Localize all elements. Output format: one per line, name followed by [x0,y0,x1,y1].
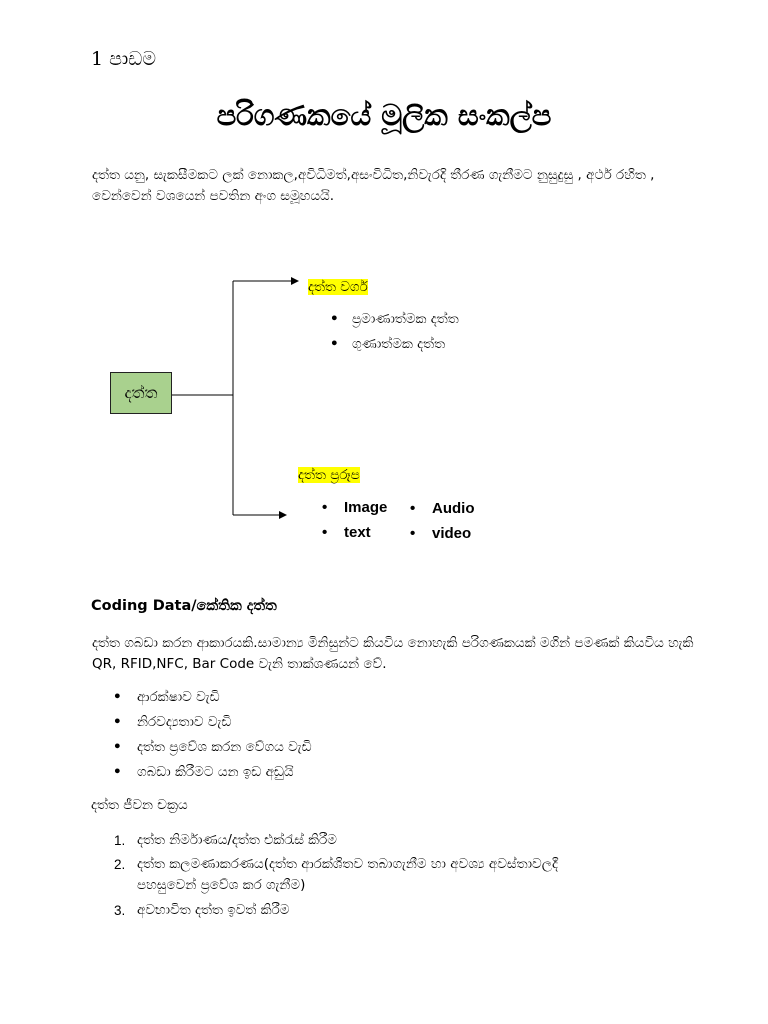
step-text: අවභාවිත දත්ත ඉවත් කිරීම [137,902,290,918]
data-forms-heading [298,464,360,483]
lifecycle-heading: දත්ත ජීවන චක්‍රය [91,797,188,813]
step-number: 1. [114,833,126,848]
coding-benefit-item: • ආරක්ෂාව වැඩි [137,689,220,705]
coding-data-paragraph: දත්ත ගබඩා කරන ආකාරයකි.සාමාන්‍ය මිනිසුන්ට කියවිය නොහැකි පරිගණකයක් මගින් පමණක් කියවිය හැකි QR, RFID,NFC, Bar Code වැනි තාක්ශණයන් වේ. [92,635,694,672]
data-type-item: • ප්‍රමාණාත්මක දත්ත [352,311,459,327]
coding-data-heading: Coding Data/කේතික දත්ත [91,598,277,614]
lifecycle-step [114,854,559,896]
step-text-continued: පහසුවෙන් ප්‍රවේශ කර ගැනීම) [137,877,306,893]
lifecycle-step [114,830,338,851]
data-types-heading [308,276,368,295]
step-number: 2. [114,857,126,872]
data-forms-heading-text: දත්ත ප්‍රරූප [298,467,360,483]
coding-benefit-item: • ගබඩා කිරීමට යන ඉඩ අඩුයි [137,764,294,780]
data-root-label: දත්ත [124,383,158,402]
data-form-item: • Image [344,499,387,516]
step-text: දත්ත කලමණාකරණය(දත්ත ආරක්ශිතව තබාගැනීම හා අවශ්‍ය අවස්තාවලදී [137,856,559,872]
coding-benefit-item: • දත්ත ප්‍රවේශ කරන වේගය වැඩි [137,739,312,755]
data-root-box [110,372,172,414]
step-number: 3. [114,903,126,918]
step-text: දත්ත නිර්මාණය/දත්ත එක්රැස් කිරීම [137,832,338,848]
data-form-item: • video [432,525,471,542]
data-type-item: • ගුණාත්මක දත්ත [352,336,445,352]
intro-paragraph: දත්ත යනු, සැකසීමකට ලක් නොකල,අවිධිමත්,අසංවිධිත,නිවැරදි තීරණ ගැනීමට නුසුදුසු , අර්ථ රහිත , වෙන්වෙන් වශයෙන් පවතින අංග සමූහයයි. [92,167,655,204]
page-title: පරිගණකයේ මූලික සංකල්ප [216,98,552,132]
lesson-number: 1 පාඩම [91,48,156,70]
lifecycle-step [114,900,290,921]
data-form-item: • text [344,524,371,541]
data-form-item: • Audio [432,500,475,517]
data-types-heading-text: දත්ත වර්ග [308,279,368,295]
coding-benefit-item: • නිරවද්‍යතාව වැඩි [137,714,231,730]
